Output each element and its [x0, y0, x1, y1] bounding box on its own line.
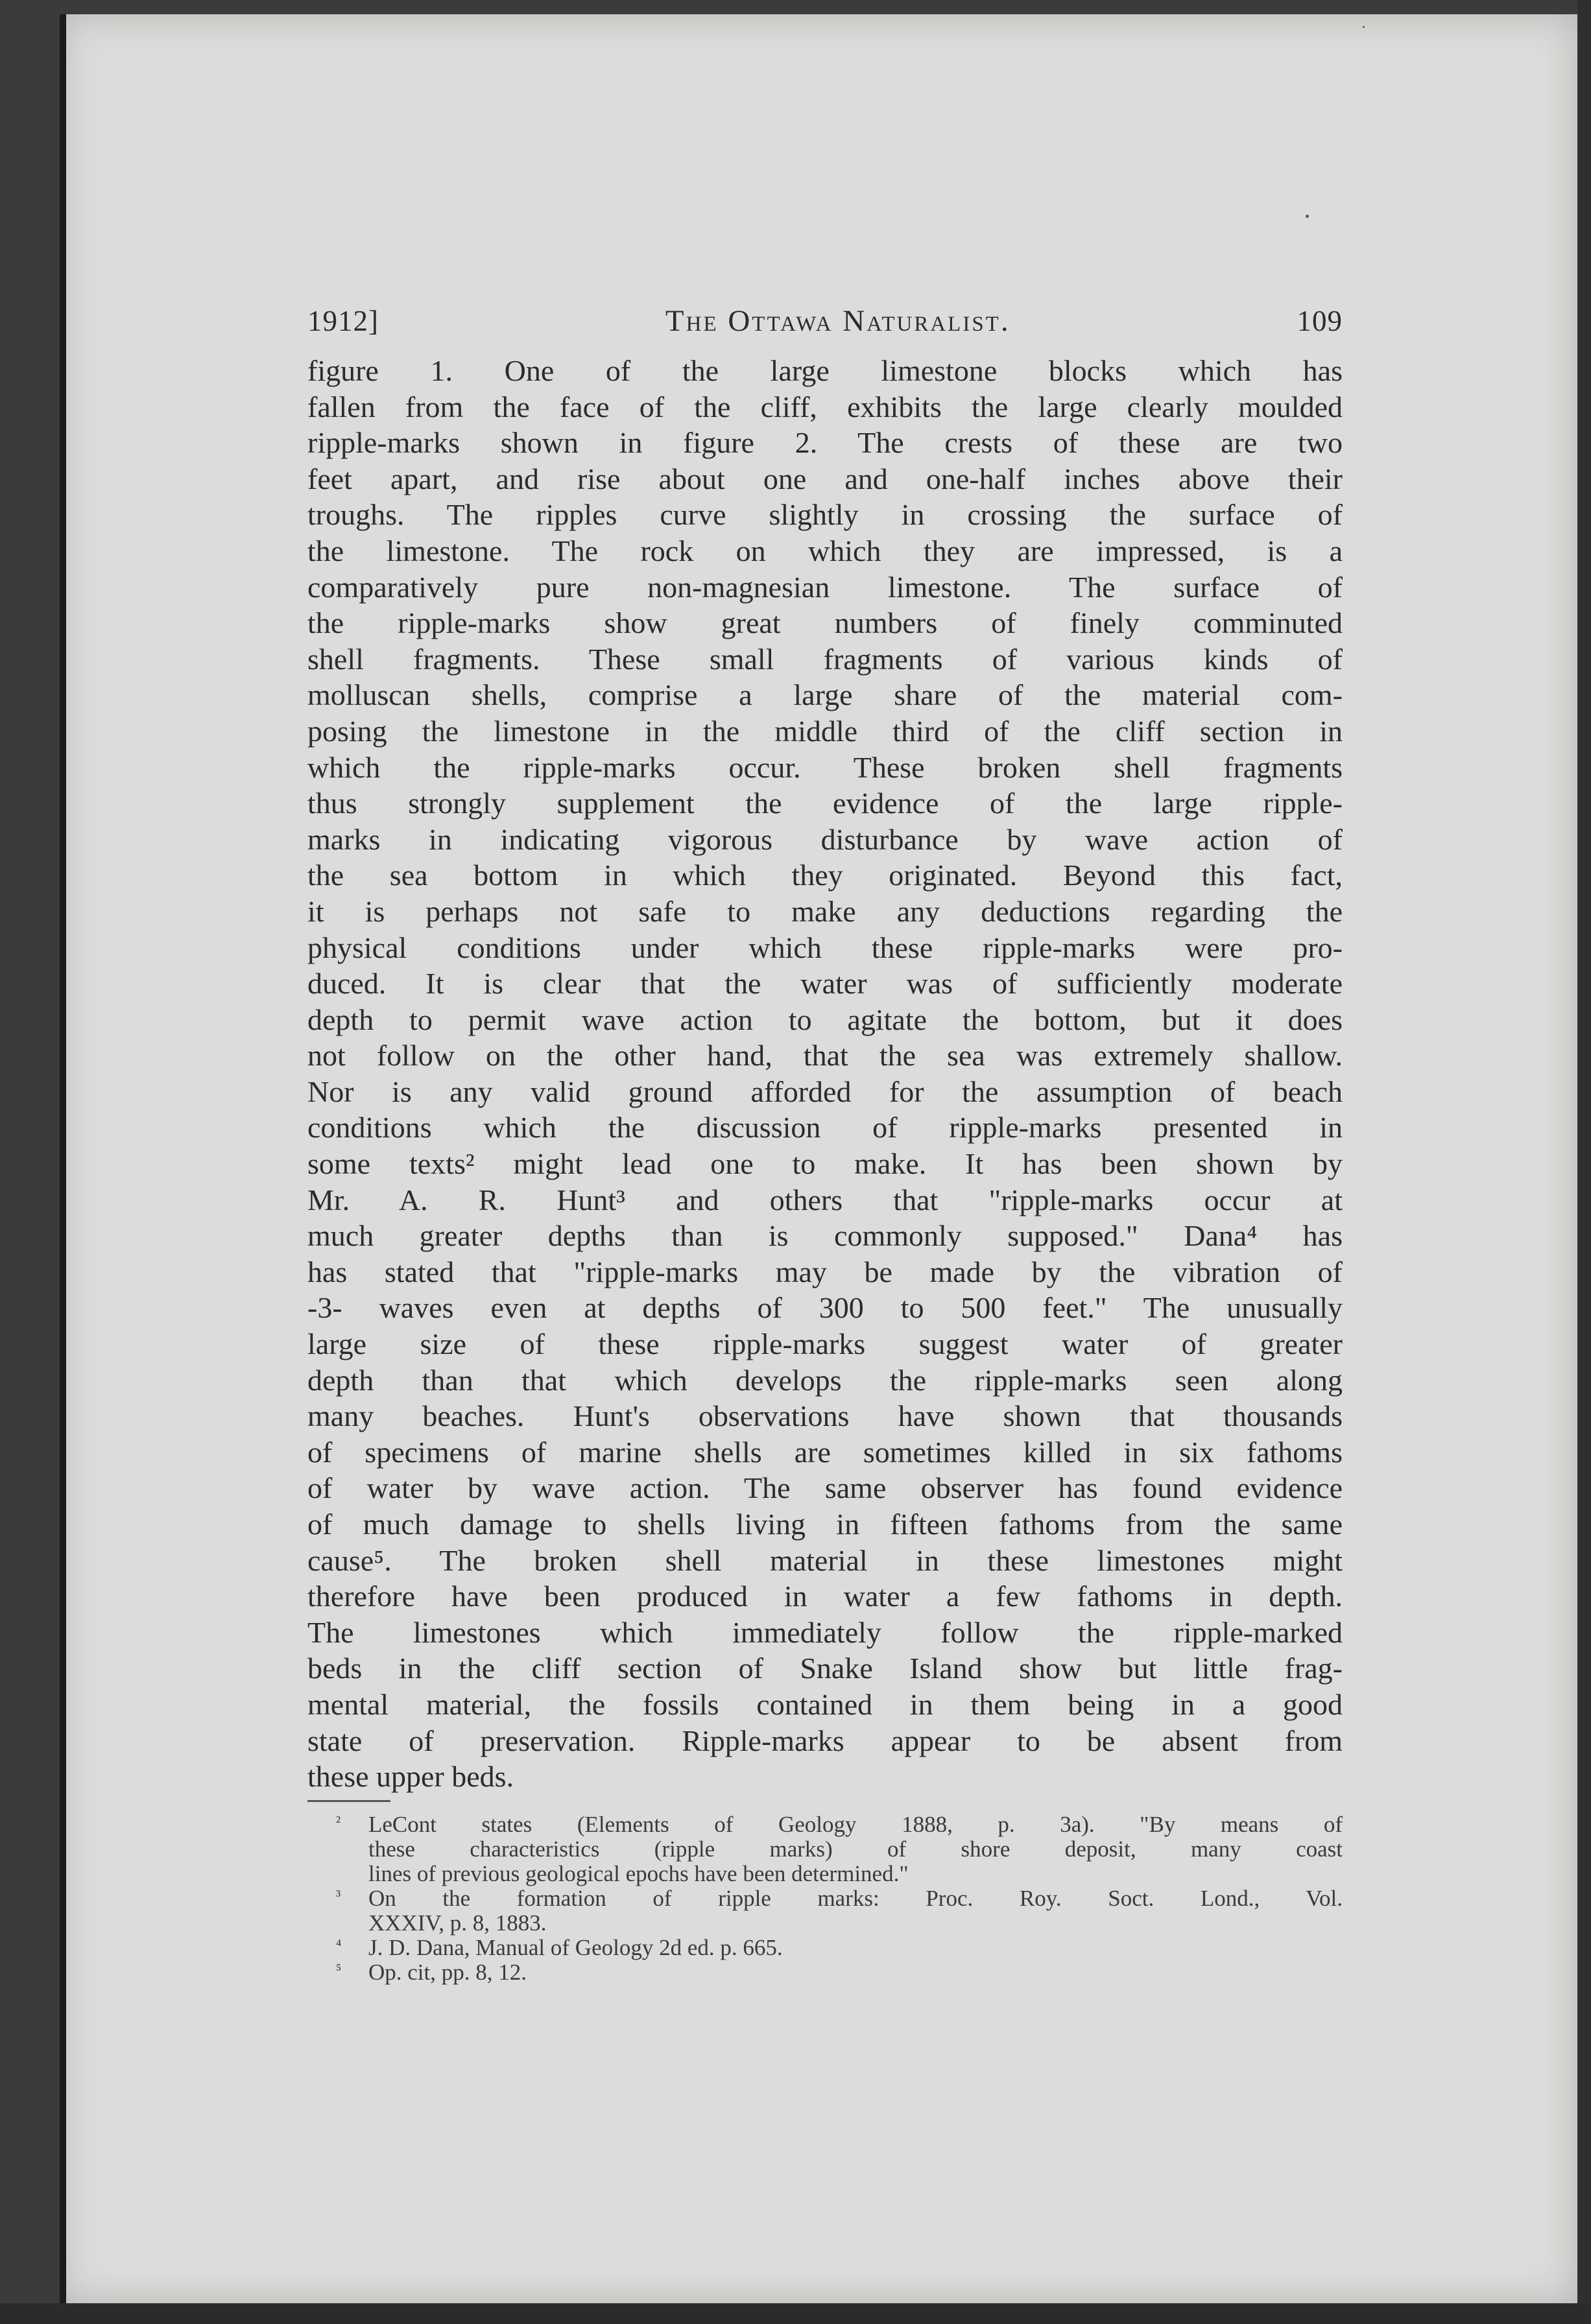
header-year: 1912]	[307, 305, 379, 337]
body-line: posing the limestone in the middle third of the cliff section in	[307, 714, 1343, 748]
footnote-number: ²	[336, 1813, 341, 1831]
body-line: Mr. A. R. Hunt³ and others that "ripple-marks occur at	[307, 1183, 1343, 1216]
footnote-line: On the formation of ripple marks: Proc. Roy. Soct. Lond., Vol.	[368, 1885, 1343, 1911]
body-line: it is perhaps not safe to make any deductions regarding the	[307, 894, 1343, 928]
dust-speck	[1306, 215, 1309, 218]
body-line: of much damage to shells living in fifteen fathoms from the same	[307, 1508, 1343, 1541]
body-line: much greater depths than is commonly supposed." Dana⁴ has	[307, 1219, 1343, 1253]
footnote-number: ³	[336, 1887, 341, 1904]
dust-speck	[1363, 26, 1365, 28]
text-block	[307, 303, 1343, 1985]
footnote	[307, 1886, 1343, 1936]
journal-title: The Ottawa Naturalist.	[665, 304, 1011, 338]
body-line: shell fragments. These small fragments of various kinds of	[307, 642, 1343, 676]
body-line: some texts² might lead one to make. It has been shown by	[307, 1147, 1343, 1181]
footnote-rule	[307, 1800, 390, 1802]
footnote	[307, 1936, 1343, 1960]
footnote-line: XXXIV, p. 8, 1883.	[368, 1910, 547, 1936]
page-binding-edge	[60, 14, 66, 2303]
body-line: Nor is any valid ground afforded for the assumption of beach	[307, 1074, 1343, 1108]
body-line: -3- waves even at depths of 300 to 500 feet." The unusually	[307, 1291, 1343, 1325]
body-line: duced. It is clear that the water was of sufficiently moderate	[307, 967, 1343, 1001]
body-line: therefore have been produced in water a few fathoms in depth.	[307, 1580, 1343, 1613]
scan-right-edge	[1577, 0, 1591, 2324]
footnote-number: ⁴	[336, 1936, 342, 1954]
body-line: figure 1. One of the large limestone blocks which has	[307, 354, 1343, 387]
footnote	[307, 1812, 1343, 1886]
body-line: fallen from the face of the cliff, exhibits the large clearly moulded	[307, 390, 1343, 423]
body-line: beds in the cliff section of Snake Island show but little frag-	[307, 1652, 1343, 1685]
body-line: feet apart, and rise about one and one-half inches above their	[307, 462, 1343, 495]
body-line: these upper beds.	[307, 1760, 514, 1794]
footnote	[307, 1960, 1343, 1985]
body-line: ripple-marks shown in figure 2. The crests of these are two	[307, 426, 1343, 460]
body-line: of specimens of marine shells are sometimes killed in six fathoms	[307, 1435, 1343, 1469]
body-line: not follow on the other hand, that the sea was extremely shallow.	[307, 1039, 1343, 1073]
footnote-line: Op. cit, pp. 8, 12.	[368, 1959, 527, 1985]
body-line: troughs. The ripples curve slightly in crossing the surface of	[307, 498, 1343, 532]
body-line: depth than that which develops the ripple-marks seen along	[307, 1363, 1343, 1397]
body-line: cause⁵. The broken shell material in these limestones might	[307, 1543, 1343, 1577]
footnote-number: ⁵	[336, 1961, 342, 1978]
body-line: which the ripple-marks occur. These broken shell fragments	[307, 750, 1343, 784]
body-line: of water by wave action. The same observer has found evidence	[307, 1471, 1343, 1505]
body-line: state of preservation. Ripple-marks appear to be absent from	[307, 1724, 1343, 1757]
running-head	[307, 303, 1343, 338]
body-line: the ripple-marks show great numbers of finely comminuted	[307, 606, 1343, 640]
scan-bottom-edge	[0, 2303, 1591, 2324]
body-line: conditions which the discussion of ripple-marks presented in	[307, 1111, 1343, 1144]
body-line: The limestones which immediately follow the ripple-marked	[307, 1615, 1343, 1649]
body-text	[307, 353, 1343, 1795]
body-line: molluscan shells, comprise a large share of the material com-	[307, 678, 1343, 712]
footnote-line: J. D. Dana, Manual of Geology 2d ed. p. 665.	[368, 1934, 783, 1960]
footnote-line: LeCont states (Elements of Geology 1888, p. 3a). "By means of	[368, 1811, 1343, 1837]
body-line: comparatively pure non-magnesian limestone. The surface of	[307, 570, 1343, 604]
body-line: the sea bottom in which they originated. Beyond this fact,	[307, 859, 1343, 892]
footnote-line: these characteristics (ripple marks) of shore deposit, many coast	[368, 1836, 1343, 1862]
footnotes	[307, 1812, 1343, 1985]
body-line: physical conditions under which these ripple-marks were pro-	[307, 931, 1343, 964]
body-line: the limestone. The rock on which they are impressed, is a	[307, 534, 1343, 567]
body-line: has stated that "ripple-marks may be made by the vibration of	[307, 1255, 1343, 1288]
body-line: many beaches. Hunt's observations have shown that thousands	[307, 1399, 1343, 1433]
page-number: 109	[1297, 305, 1343, 337]
body-line: marks in indicating vigorous disturbance by wave action of	[307, 822, 1343, 856]
body-line: mental material, the fossils contained in them being in a good	[307, 1687, 1343, 1721]
body-line: large size of these ripple-marks suggest water of greater	[307, 1327, 1343, 1361]
body-line: thus strongly supplement the evidence of the large ripple-	[307, 787, 1343, 820]
footnote-line: lines of previous geological epochs have been determined."	[368, 1860, 909, 1886]
body-line: depth to permit wave action to agitate the bottom, but it does	[307, 1002, 1343, 1036]
